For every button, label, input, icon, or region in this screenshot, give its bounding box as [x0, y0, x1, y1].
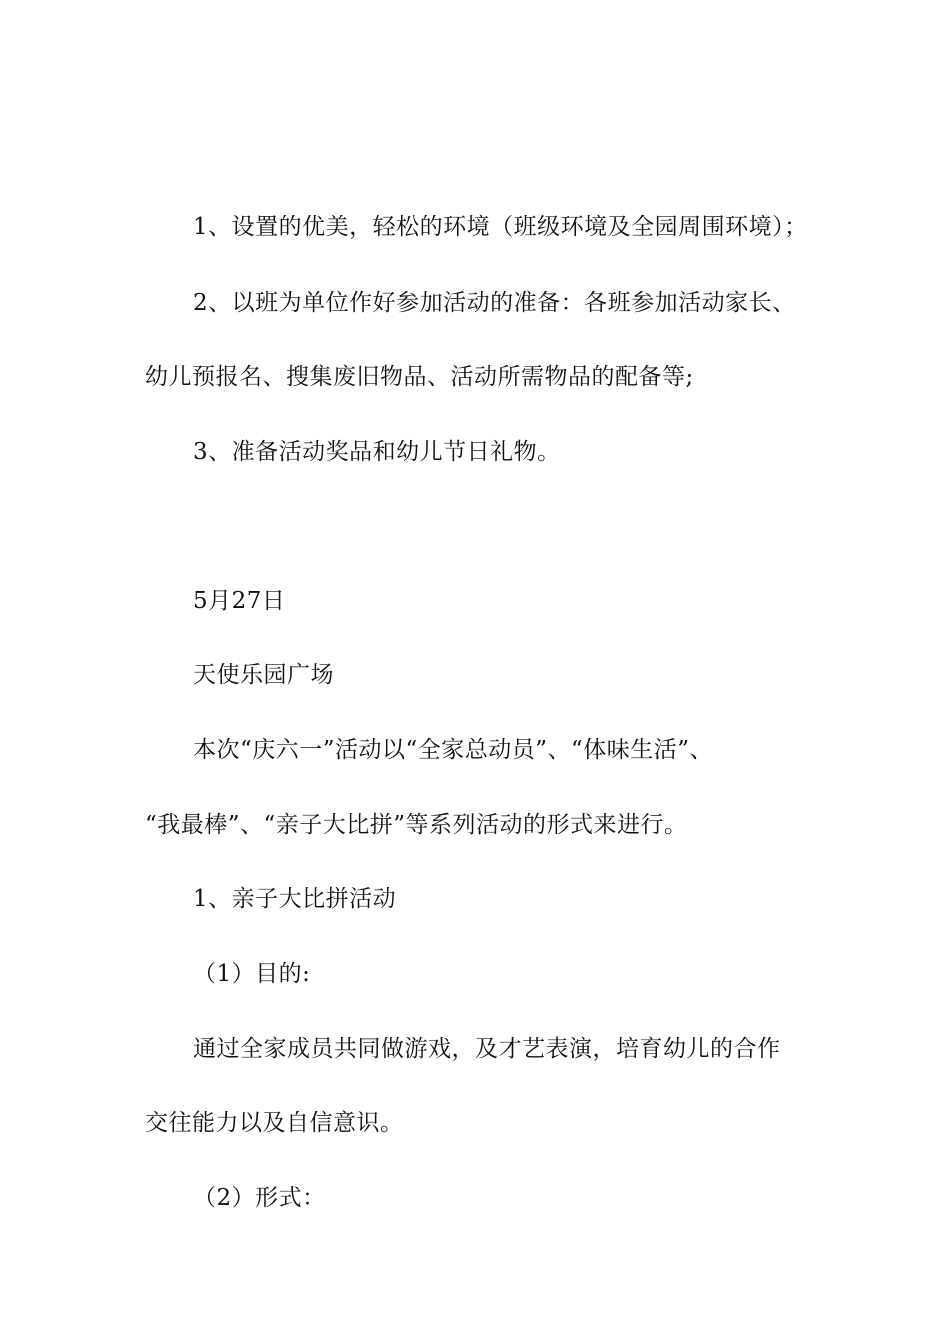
purpose-paragraph-continued: 交往能力以及自信意识。 — [145, 1110, 404, 1136]
subheading-format: （2）形式： — [193, 1185, 326, 1211]
activity-intro: 本次“庆六一”活动以“全家总动员”、“体味生活”、 — [193, 737, 714, 763]
subheading-purpose: （1）目的: — [193, 961, 311, 987]
purpose-paragraph: 通过全家成员共同做游戏，及才艺表演，培育幼儿的合作 — [193, 1036, 781, 1062]
prep-item-3: 3、准备活动奖品和幼儿节日礼物。 — [193, 439, 561, 465]
prep-item-2: 2、以班为单位作好参加活动的准备：各班参加活动家长、 — [193, 290, 796, 316]
section-heading-1: 1、亲子大比拼活动 — [193, 886, 397, 912]
activity-location: 天使乐园广场 — [193, 662, 334, 688]
activity-date: 5月27日 — [193, 588, 286, 614]
prep-item-2-continued: 幼儿预报名、搜集废旧物品、活动所需物品的配备等; — [145, 364, 694, 390]
prep-item-1: 1、设置的优美，轻松的环境（班级环境及全园周围环境）； — [193, 214, 808, 240]
activity-intro-continued: “我最棒”、“亲子大比拼”等系列活动的形式来进行。 — [145, 812, 688, 838]
